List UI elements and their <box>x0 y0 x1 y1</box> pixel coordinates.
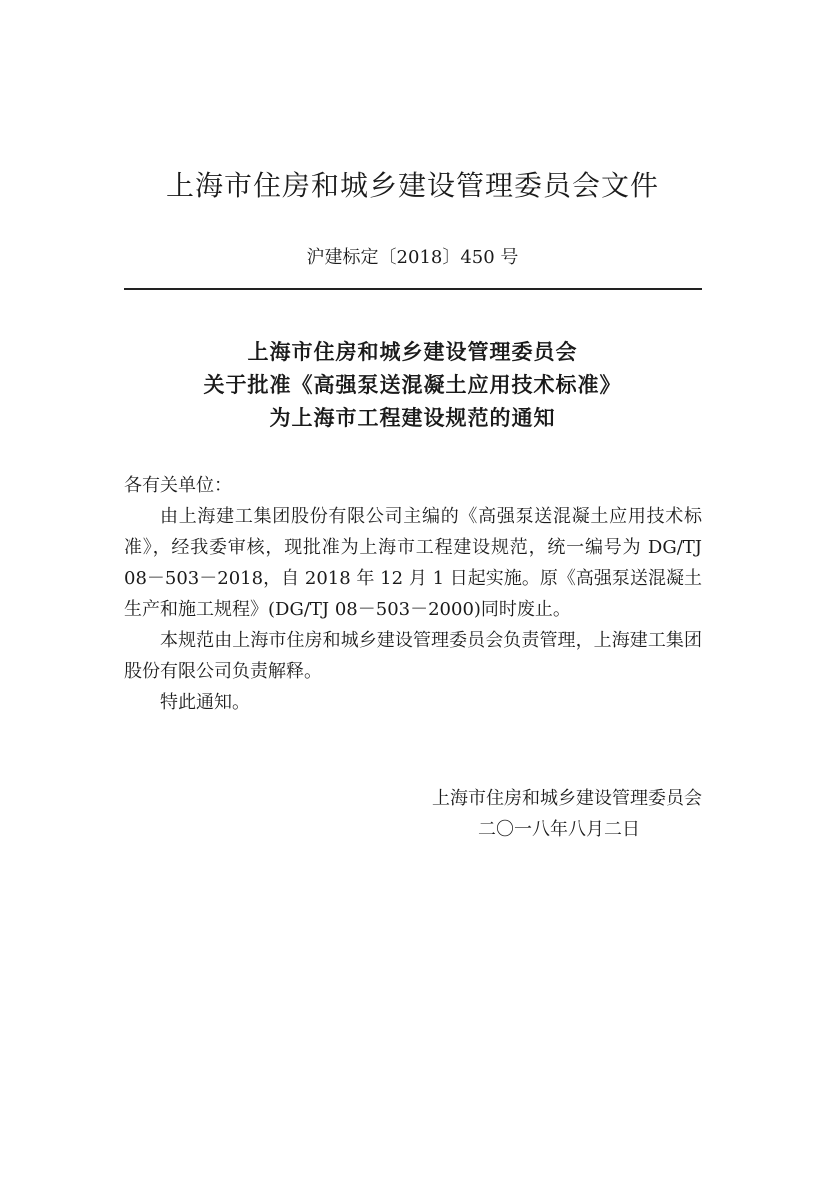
notice-title <box>0 336 825 435</box>
header-divider <box>124 288 702 290</box>
body-paragraph-approval: 由上海建工集团股份有限公司主编的《高强泵送混凝土应用技术标准》，经我委审核，现批准为上海市工程建设规范，统一编号为 DG/TJ 08－503－2018，自 2018 年 12 月 1 日起实施。原《高强泵送混凝土生产和施工规程》(DG/TJ 08－503－2000)同时废止。 <box>124 506 702 620</box>
notice-title-line-3: 为上海市工程建设规范的通知 <box>269 406 556 430</box>
signature-block <box>124 783 702 845</box>
notice-title-line-1: 上海市住房和城乡建设管理委员会 <box>247 340 578 364</box>
document-number: 沪建标定〔2018〕450 号 <box>306 247 519 268</box>
body-paragraph-management: 本规范由上海市住房和城乡建设管理委员会负责管理，上海建工集团股份有限公司负责解释。 <box>124 630 702 682</box>
signature-date: 二〇一八年八月二日 <box>478 819 640 840</box>
signature-organization: 上海市住房和城乡建设管理委员会 <box>432 788 702 809</box>
notice-title-line-2: 关于批准《高强泵送混凝土应用技术标准》 <box>203 373 622 397</box>
body-paragraph-closing: 特此通知。 <box>160 692 250 713</box>
salutation: 各有关单位： <box>124 475 232 496</box>
notice-body <box>124 470 702 718</box>
document-header-title: 上海市住房和城乡建设管理委员会文件 <box>165 169 659 202</box>
